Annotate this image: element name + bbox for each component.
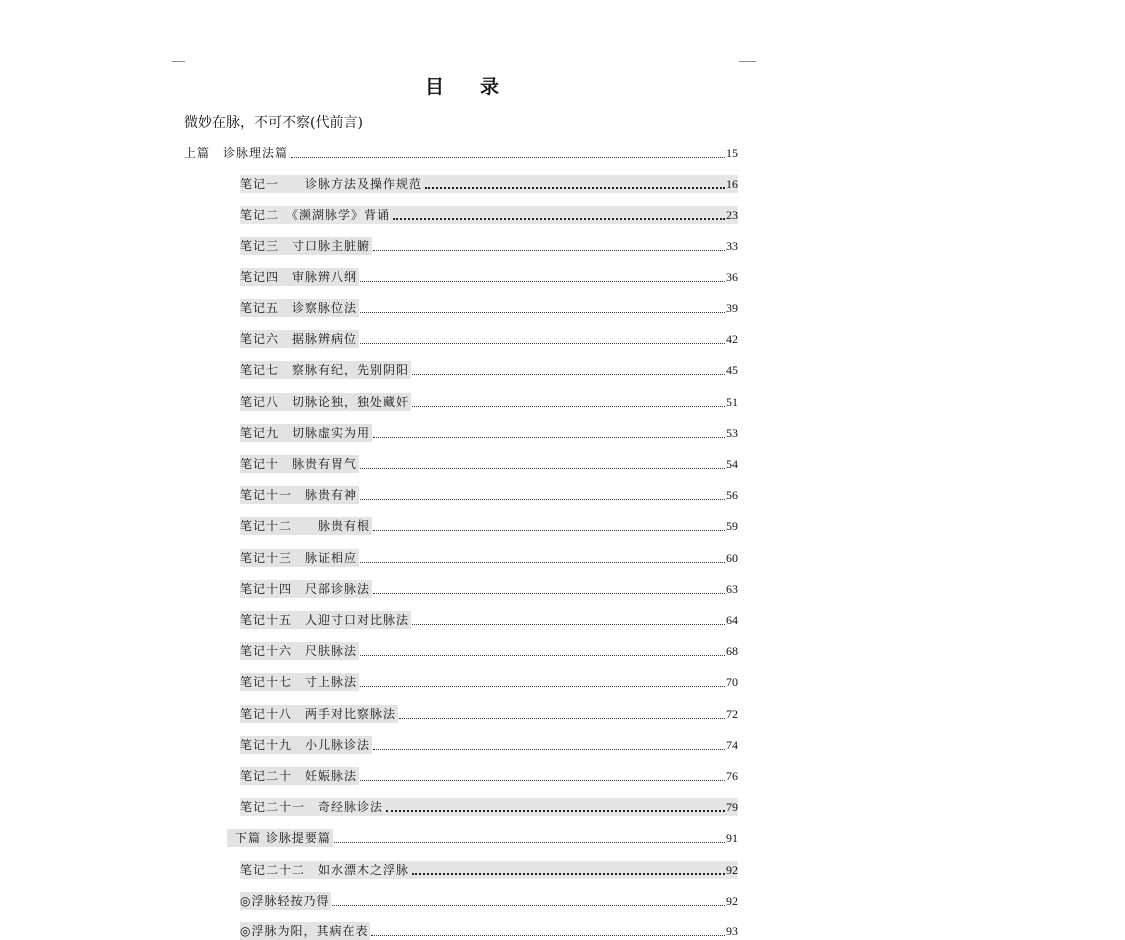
toc-entry[interactable] xyxy=(227,829,738,847)
toc-entry[interactable] xyxy=(240,642,738,660)
toc-entry-label: 笔记二十一 奇经脉诊法 xyxy=(240,800,384,814)
toc-leader-dots xyxy=(412,872,725,875)
toc-entry[interactable] xyxy=(240,361,738,379)
toc-leader-dots xyxy=(360,685,725,687)
toc-entry[interactable] xyxy=(240,299,738,317)
toc-entry-label: 笔记八 切脉论独，独处藏奸 xyxy=(240,395,410,409)
toc-entry-page: 79 xyxy=(726,800,738,814)
toc-entry-label: 笔记四 审脉辨八纲 xyxy=(240,270,358,284)
toc-entry[interactable] xyxy=(240,798,738,816)
toc-entry[interactable] xyxy=(240,206,738,224)
toc-entry[interactable] xyxy=(240,237,738,255)
toc-title-char-1: 目 xyxy=(425,76,445,98)
toc-leader-dots xyxy=(332,904,725,906)
toc-leader-dots xyxy=(399,717,725,719)
toc-entry-page: 54 xyxy=(726,457,738,471)
toc-entry-page: 39 xyxy=(726,301,738,315)
toc-entry-page: 53 xyxy=(726,426,738,440)
toc-entry[interactable] xyxy=(240,580,738,598)
toc-entry-label: 笔记九 切脉虚实为用 xyxy=(240,426,371,440)
toc-entry[interactable] xyxy=(240,330,738,348)
toc-entry[interactable] xyxy=(240,455,738,473)
toc-entry-page: 56 xyxy=(726,488,738,502)
toc-leader-dots xyxy=(412,623,725,625)
toc-entry-page: 63 xyxy=(726,582,738,596)
toc-leader-dots xyxy=(371,934,725,936)
toc-entry-label: ◎浮脉为阳，其病在表 xyxy=(240,924,369,938)
toc-entry[interactable] xyxy=(240,549,738,567)
toc-entry-page: 70 xyxy=(726,675,738,689)
toc-leader-dots xyxy=(334,841,725,843)
toc-entry-page: 92 xyxy=(726,863,738,877)
toc-leader-dots xyxy=(412,373,725,375)
toc-leader-dots xyxy=(360,311,725,313)
toc-entry-label: 笔记十四 尺部诊脉法 xyxy=(240,582,371,596)
toc-entry-page: 36 xyxy=(726,270,738,284)
toc-leader-dots xyxy=(373,592,725,594)
toc-entry-label: 笔记六 据脉辨病位 xyxy=(240,332,358,346)
toc-entry[interactable] xyxy=(240,175,738,193)
toc-entry-page: 64 xyxy=(726,613,738,627)
toc-entry-page: 59 xyxy=(726,519,738,533)
toc-leader-dots xyxy=(360,498,725,500)
toc-leader-dots xyxy=(386,809,725,812)
toc-entry-label: 笔记二十二 如水漂木之浮脉 xyxy=(240,863,410,877)
toc-entry-label: 上篇 诊脉理法篇 xyxy=(184,146,289,160)
toc-entry[interactable] xyxy=(240,736,738,754)
page-corner-mark-left xyxy=(172,61,185,62)
toc-leader-dots xyxy=(373,436,725,438)
toc-leader-dots xyxy=(373,249,725,251)
toc-leader-dots xyxy=(425,186,725,189)
toc-entry-label: 笔记十二 脉贵有根 xyxy=(240,519,371,533)
toc-entry-label: 笔记十八 两手对比察脉法 xyxy=(240,707,397,721)
toc-entry-label: 笔记十七 寸上脉法 xyxy=(240,675,358,689)
toc-leader-dots xyxy=(373,529,725,531)
toc-entry-page: 15 xyxy=(726,146,738,160)
toc-entry[interactable] xyxy=(240,517,738,535)
toc-entry[interactable] xyxy=(240,611,738,629)
toc-entry-label: 笔记二 《濒湖脉学》背诵 xyxy=(240,208,391,222)
toc-entry[interactable] xyxy=(240,861,738,879)
toc-entry[interactable] xyxy=(184,144,738,162)
toc-entry[interactable] xyxy=(240,393,738,411)
toc-entry-page: 45 xyxy=(726,363,738,377)
toc-leader-dots xyxy=(360,280,725,282)
toc-entry-page: 91 xyxy=(726,831,738,845)
toc-entry-page: 23 xyxy=(726,208,738,222)
toc-preface-entry[interactable]: 微妙在脉，不可不察(代前言) xyxy=(184,115,363,131)
toc-entry[interactable] xyxy=(240,767,738,785)
toc-entry-label: 笔记三 寸口脉主脏腑 xyxy=(240,239,371,253)
toc-leader-dots xyxy=(360,467,725,469)
toc-entry-label: 笔记十 脉贵有胃气 xyxy=(240,457,358,471)
toc-entry-label: 笔记二十 妊娠脉法 xyxy=(240,769,358,783)
toc-leader-dots xyxy=(393,217,725,220)
toc-entry[interactable] xyxy=(240,673,738,691)
toc-entry-page: 68 xyxy=(726,644,738,658)
toc-leader-dots xyxy=(291,156,725,158)
toc-entry-page: 42 xyxy=(726,332,738,346)
toc-entry-page: 16 xyxy=(726,177,738,191)
page-corner-mark-right xyxy=(739,61,756,62)
toc-leader-dots xyxy=(360,654,725,656)
toc-entry[interactable] xyxy=(240,892,738,910)
toc-entry-label: 笔记十九 小儿脉诊法 xyxy=(240,738,371,752)
toc-leader-dots xyxy=(360,342,725,344)
toc-entry-page: 93 xyxy=(726,924,738,938)
toc-entry-label: 笔记五 诊察脉位法 xyxy=(240,301,358,315)
toc-entry-label: 笔记十六 尺肤脉法 xyxy=(240,644,358,658)
toc-entry-page: 92 xyxy=(726,894,738,908)
toc-entry[interactable] xyxy=(240,486,738,504)
toc-entry-label: 笔记十一 脉贵有神 xyxy=(240,488,358,502)
toc-leader-dots xyxy=(360,779,725,781)
toc-leader-dots xyxy=(373,748,725,750)
toc-entry-label: 笔记十三 脉证相应 xyxy=(240,551,358,565)
toc-leader-dots xyxy=(360,561,725,563)
toc-entry-label: 笔记七 察脉有纪，先别阴阳 xyxy=(240,363,410,377)
toc-leader-dots xyxy=(412,405,725,407)
toc-entry-label: 下篇 诊脉提要篇 xyxy=(227,829,333,847)
toc-title-char-2: 录 xyxy=(480,76,500,98)
toc-entry-page: 74 xyxy=(726,738,738,752)
toc-entry[interactable] xyxy=(240,268,738,286)
toc-entry-page: 51 xyxy=(726,395,738,409)
toc-entry-page: 76 xyxy=(726,769,738,783)
toc-entry-page: 60 xyxy=(726,551,738,565)
toc-entry-page: 33 xyxy=(726,239,738,253)
toc-entry[interactable] xyxy=(240,922,738,940)
toc-entry-page: 72 xyxy=(726,707,738,721)
toc-entry[interactable] xyxy=(240,705,738,723)
toc-entry-label: 笔记一 诊脉方法及操作规范 xyxy=(240,177,423,191)
toc-entry-label: 笔记十五 人迎寸口对比脉法 xyxy=(240,613,410,627)
toc-entry-label: ◎浮脉轻按乃得 xyxy=(240,894,330,908)
toc-entry[interactable] xyxy=(240,424,738,442)
